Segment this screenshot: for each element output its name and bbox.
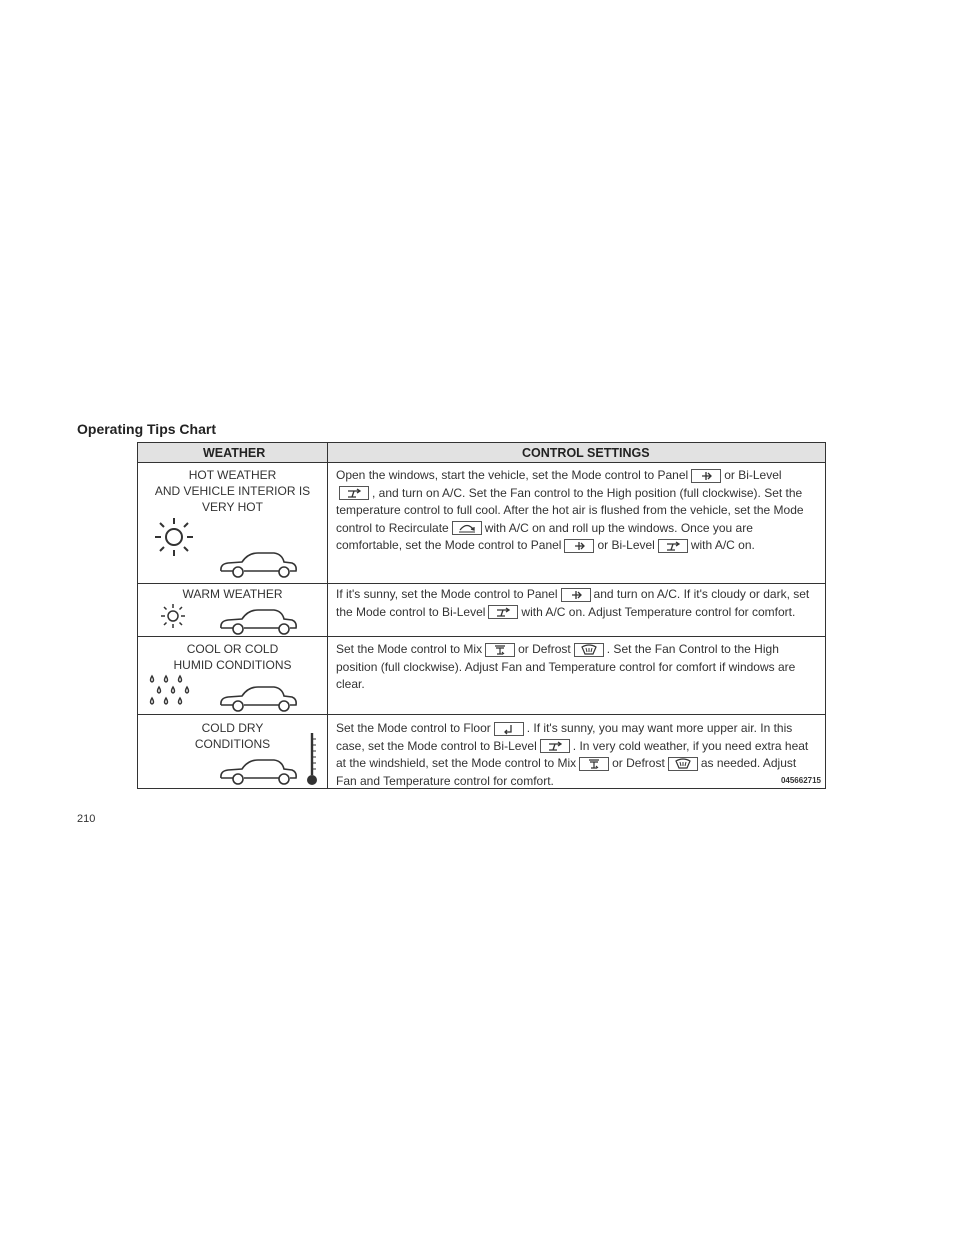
weather-warm [138, 586, 327, 602]
settings-warm [336, 586, 820, 621]
weather-line: VERY HOT [202, 500, 263, 514]
weather-line: WARM WEATHER [182, 587, 283, 601]
settings-text: . If it's sunny, you may want more upper air. In this case, set the Mode control to Bi-Level [336, 721, 793, 753]
weather-line: HUMID CONDITIONS [173, 658, 292, 672]
settings-text: or Bi-Level [724, 468, 782, 482]
bilevel-mode-icon [488, 605, 518, 619]
settings-text: Set the Mode control to Mix [336, 642, 483, 656]
settings-text: or Defrost [612, 756, 665, 770]
table-header [138, 443, 825, 463]
car-icon [218, 756, 298, 786]
settings-text: , and turn on A/C. Set the Fan control to the High position (full clockwise). Set the temperature control to full cool. After the hot air is flushed from the vehicle, set the Mode control to Recirculate [336, 485, 804, 535]
settings-cool-humid [336, 641, 820, 694]
panel-mode-icon [564, 539, 594, 553]
thermometer-icon [306, 731, 322, 787]
settings-text: with A/C on and roll up the windows. Once you are comfortable, set the Mode control to Panel [336, 520, 753, 552]
defrost-mode-icon [574, 643, 604, 657]
settings-cold-dry [336, 720, 820, 790]
sun-icon [158, 602, 188, 630]
car-icon [218, 549, 298, 579]
weather-cold-dry [138, 720, 327, 752]
defrost-mode-icon [668, 757, 698, 771]
row-divider [138, 636, 825, 637]
weather-column-header: WEATHER [203, 446, 266, 460]
chart-title: Operating Tips Chart [77, 421, 216, 437]
settings-text: or Defrost [518, 642, 571, 656]
bilevel-mode-icon [339, 486, 369, 500]
sun-icon [150, 515, 198, 559]
settings-text: as needed. Adjust Fan and Temperature control for comfort. [336, 756, 797, 788]
settings-text: Set the Mode control to Floor [336, 721, 491, 735]
settings-text: or Bi-Level [597, 538, 655, 552]
weather-line: COOL OR COLD [186, 642, 279, 656]
bilevel-mode-icon [540, 739, 570, 753]
settings-text: If it's sunny, set the Mode control to Panel [336, 587, 558, 601]
operating-tips-table [137, 442, 826, 789]
panel-mode-icon [561, 588, 591, 602]
bilevel-mode-icon [658, 539, 688, 553]
recirculate-icon [452, 521, 482, 535]
page-number: 210 [77, 813, 96, 825]
weather-line: COLD DRY [201, 721, 264, 735]
settings-text: with A/C on. [690, 538, 755, 552]
settings-text: . Set the Fan Control to the High position (full clockwise). Adjust Fan and Temperature control for comfort if windows are clear. [336, 642, 796, 691]
settings-text: . In very cold weather, if you need extra heat at the windshield, set the Mode control to Mix [336, 738, 809, 770]
weather-line: AND VEHICLE INTERIOR IS [154, 484, 311, 498]
mix-mode-icon [579, 757, 609, 771]
weather-cool-humid [138, 641, 327, 673]
settings-text: and turn on A/C. If it's cloudy or dark, set the Mode control to Bi-Level [336, 587, 810, 619]
settings-text: with A/C on. Adjust Temperature control for comfort. [521, 604, 796, 619]
settings-hot [336, 467, 820, 555]
mix-mode-icon [485, 643, 515, 657]
panel-mode-icon [691, 469, 721, 483]
settings-column-header: CONTROL SETTINGS [522, 446, 650, 460]
floor-mode-icon [494, 722, 524, 736]
car-icon [218, 606, 298, 636]
column-divider [327, 443, 328, 788]
weather-line: CONDITIONS [194, 737, 271, 751]
raindrops-icon [146, 673, 192, 713]
weather-line: HOT WEATHER [188, 468, 277, 482]
image-code: 045662715 [780, 776, 821, 785]
row-divider [138, 583, 825, 584]
settings-text: Open the windows, start the vehicle, set the Mode control to Panel [336, 468, 689, 482]
car-icon [218, 683, 298, 713]
weather-hot [138, 467, 327, 515]
row-divider [138, 714, 825, 715]
